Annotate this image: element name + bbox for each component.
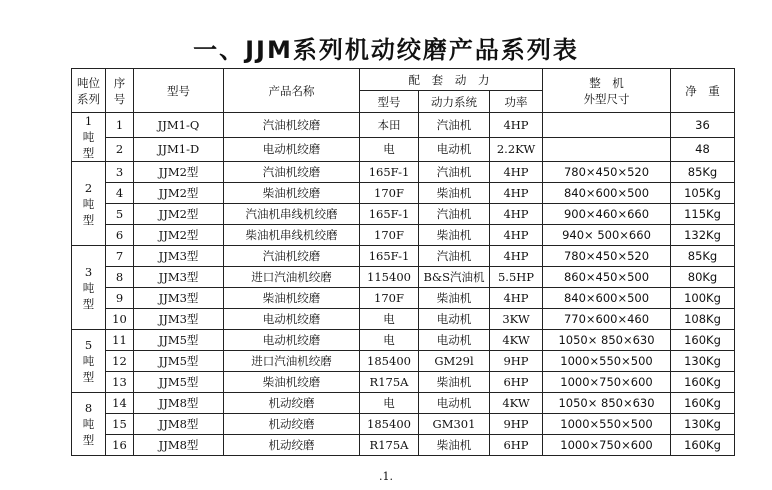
cell-system: B&S汽油机 [419,267,490,288]
tonnage-label-char: 吨 [82,280,95,295]
cell-seq: 4 [106,183,134,204]
cell-model: JJM5型 [134,351,224,372]
table-row [72,351,735,372]
cell-power: 6HP [490,435,543,456]
cell-seq: 5 [106,204,134,225]
cell-system: 柴油机 [419,288,490,309]
cell-model: JJM2型 [134,204,224,225]
header-power: 功率 [490,91,543,113]
table-row [72,414,735,435]
tonnage-label-char: 2 [84,180,93,195]
cell-seq: 7 [106,246,134,267]
tonnage-group-label [72,330,106,393]
cell-engine: 170F [360,225,419,246]
cell-system: 电动机 [419,309,490,330]
tonnage-label-char: 型 [82,433,95,447]
header-seq-line2: 号 [113,91,126,106]
header-product-name: 产品名称 [224,69,360,113]
cell-seq: 1 [106,113,134,138]
tonnage-label-char: 3 [84,264,93,279]
cell-model: JJM3型 [134,246,224,267]
tonnage-label-char: 吨 [82,417,95,431]
cell-size: 1000×750×600 [543,435,671,456]
cell-system: GM29l [419,351,490,372]
cell-engine: 165F-1 [360,204,419,225]
cell-engine: 电 [360,309,419,330]
tonnage-label-char: 8 [84,401,93,415]
cell-seq: 11 [106,330,134,351]
cell-seq: 8 [106,267,134,288]
cell-power: 4HP [490,113,543,138]
table-row [72,288,735,309]
table-row [72,183,735,204]
cell-weight: 100Kg [671,288,735,309]
cell-power: 9HP [490,414,543,435]
cell-system: 柴油机 [419,183,490,204]
cell-name: 汽油机串线机绞磨 [224,204,360,225]
cell-seq: 6 [106,225,134,246]
cell-weight: 85Kg [671,162,735,183]
cell-system: 柴油机 [419,225,490,246]
cell-weight: 132Kg [671,225,735,246]
page-title: 一、JJM系列机动绞磨产品系列表 [193,36,579,64]
cell-model: JJM8型 [134,393,224,414]
cell-system: GM301 [419,414,490,435]
cell-name: 汽油机绞磨 [224,246,360,267]
cell-size: 1050× 850×630 [543,330,671,351]
cell-seq: 9 [106,288,134,309]
header-machine-line2: 外型尺寸 [583,91,630,106]
cell-engine: 170F [360,183,419,204]
header-machine-size [543,69,671,113]
cell-size: 1000×750×600 [543,372,671,393]
header-seq-line1: 序 [113,75,126,90]
cell-power: 4HP [490,288,543,309]
cell-system: 柴油机 [419,435,490,456]
cell-weight: 80Kg [671,267,735,288]
cell-engine: 电 [360,393,419,414]
cell-name: 汽油机绞磨 [224,162,360,183]
cell-size: 780×450×520 [543,162,671,183]
tonnage-label-char: 吨 [82,354,95,368]
cell-system: 电动机 [419,137,490,162]
cell-seq: 14 [106,393,134,414]
cell-model: JJM3型 [134,288,224,309]
table-row [72,113,735,138]
cell-size: 1050× 850×630 [543,393,671,414]
cell-name: 电动机绞磨 [224,330,360,351]
table-row [72,393,735,414]
cell-power: 4HP [490,225,543,246]
cell-weight: 160Kg [671,435,735,456]
header-tonnage-line2: 系列 [77,91,100,106]
cell-model: JJM2型 [134,225,224,246]
cell-engine: 165F-1 [360,162,419,183]
cell-engine: 185400 [360,414,419,435]
cell-weight: 130Kg [671,414,735,435]
cell-power: 2.2KW [490,137,543,162]
cell-weight: 105Kg [671,183,735,204]
header-power-group: 配 套 动 力 [360,69,543,91]
cell-name: 机动绞磨 [224,393,360,414]
table-row [72,162,735,183]
cell-weight: 160Kg [671,393,735,414]
cell-power: 4KW [490,393,543,414]
table-row [72,267,735,288]
cell-seq: 12 [106,351,134,372]
tonnage-label-char: 型 [82,370,95,384]
cell-weight: 160Kg [671,372,735,393]
tonnage-group-label [72,393,106,456]
product-series-table [71,68,735,456]
tonnage-group-label [72,113,106,162]
cell-weight: 36 [671,113,735,138]
table-row [72,372,735,393]
table-row [72,204,735,225]
cell-name: 柴油机串线机绞磨 [224,225,360,246]
cell-seq: 13 [106,372,134,393]
cell-seq: 10 [106,309,134,330]
cell-size: 860×450×500 [543,267,671,288]
cell-seq: 2 [106,137,134,162]
tonnage-group-label [72,162,106,246]
cell-weight: 48 [671,137,735,162]
tonnage-label-char: 型 [82,146,95,160]
table-row [72,137,735,162]
cell-size: 780×450×520 [543,246,671,267]
cell-model: JJM8型 [134,414,224,435]
cell-seq: 3 [106,162,134,183]
cell-size: 1000×550×500 [543,351,671,372]
cell-power: 4KW [490,330,543,351]
cell-engine: 电 [360,137,419,162]
cell-size: 1000×550×500 [543,414,671,435]
cell-name: 柴油机绞磨 [224,288,360,309]
cell-engine: 170F [360,288,419,309]
table-row [72,309,735,330]
header-tonnage [72,69,106,113]
cell-weight: 108Kg [671,309,735,330]
cell-size: 840×600×500 [543,288,671,309]
cell-name: 汽油机绞磨 [224,113,360,138]
table-row [72,330,735,351]
table-row [72,225,735,246]
header-machine-line1: 整 机 [589,75,624,90]
cell-power: 9HP [490,351,543,372]
cell-size: 840×600×500 [543,183,671,204]
cell-size: 900×460×660 [543,204,671,225]
cell-power: 3KW [490,309,543,330]
cell-power: 5.5HP [490,267,543,288]
cell-engine: 165F-1 [360,246,419,267]
cell-seq: 16 [106,435,134,456]
cell-model: JJM5型 [134,330,224,351]
cell-model: JJM1-D [134,137,224,162]
cell-system: 电动机 [419,330,490,351]
tonnage-label-char: 吨 [82,196,95,211]
header-engine-model: 型号 [360,91,419,113]
cell-system: 电动机 [419,393,490,414]
cell-engine: 185400 [360,351,419,372]
cell-weight: 115Kg [671,204,735,225]
cell-engine: 本田 [360,113,419,138]
page-number: .1. [379,470,393,483]
cell-power: 6HP [490,372,543,393]
cell-name: 柴油机绞磨 [224,183,360,204]
cell-engine: R175A [360,372,419,393]
cell-name: 电动机绞磨 [224,137,360,162]
cell-name: 机动绞磨 [224,414,360,435]
cell-weight: 85Kg [671,246,735,267]
cell-size: 940× 500×660 [543,225,671,246]
cell-model: JJM3型 [134,267,224,288]
cell-system: 汽油机 [419,204,490,225]
cell-model: JJM8型 [134,435,224,456]
cell-power: 4HP [490,204,543,225]
cell-model: JJM2型 [134,183,224,204]
cell-seq: 15 [106,414,134,435]
cell-model: JJM2型 [134,162,224,183]
cell-weight: 130Kg [671,351,735,372]
tonnage-group-label [72,246,106,330]
tonnage-label-char: 1 [84,114,93,128]
cell-engine: 115400 [360,267,419,288]
header-seq [106,69,134,113]
header-model: 型号 [134,69,224,113]
cell-power: 4HP [490,183,543,204]
header-net-weight: 净 重 [671,69,735,113]
table-row [72,246,735,267]
cell-model: JJM5型 [134,372,224,393]
cell-power: 4HP [490,246,543,267]
cell-name: 机动绞磨 [224,435,360,456]
tonnage-label-char: 型 [82,296,95,311]
header-tonnage-line1: 吨位 [77,75,100,90]
cell-size: 770×600×460 [543,309,671,330]
header-row [72,69,735,91]
cell-name: 柴油机绞磨 [224,372,360,393]
cell-weight: 160Kg [671,330,735,351]
cell-model: JJM3型 [134,309,224,330]
table-row [72,435,735,456]
tonnage-label-char: 5 [84,338,93,352]
header-power-system: 动力系统 [419,91,490,113]
cell-size [543,113,671,138]
cell-name: 电动机绞磨 [224,309,360,330]
cell-size [543,137,671,162]
cell-system: 汽油机 [419,246,490,267]
cell-model: JJM1-Q [134,113,224,138]
table-body [72,69,735,456]
cell-name: 进口汽油机绞磨 [224,267,360,288]
cell-engine: R175A [360,435,419,456]
cell-system: 汽油机 [419,162,490,183]
cell-system: 汽油机 [419,113,490,138]
cell-system: 柴油机 [419,372,490,393]
tonnage-label-char: 型 [82,212,95,227]
cell-power: 4HP [490,162,543,183]
cell-name: 进口汽油机绞磨 [224,351,360,372]
tonnage-label-char: 吨 [82,130,95,144]
cell-engine: 电 [360,330,419,351]
